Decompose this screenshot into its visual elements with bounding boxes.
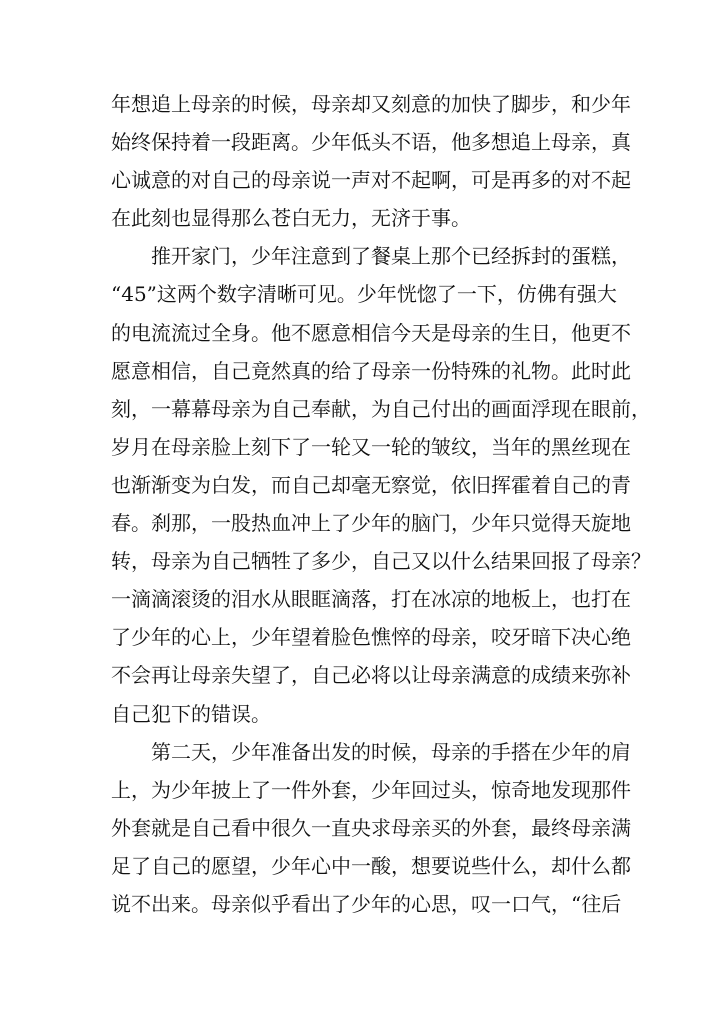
text-line: 始终保持着一段距离。少年低头不语，他多想追上母亲，真: [111, 130, 631, 155]
text-line: 足了自己的愿望，少年心中一酸，想要说些什么，却什么都: [111, 853, 631, 878]
body-text: [111, 85, 651, 923]
text-line: 第二天，少年准备出发的时候，母亲的手搭在少年的肩: [151, 739, 631, 764]
text-line: 年想追上母亲的时候，母亲却又刻意的加快了脚步，和少年: [111, 92, 631, 116]
text-line: 刻，一幕幕母亲为自己奉献，为自己付出的画面浮现在眼前，: [111, 396, 651, 421]
paragraph-2: [111, 237, 651, 732]
text-line: 自己犯下的错误。: [111, 701, 271, 726]
text-line: 一滴滴滚烫的泪水从眼眶滴落，打在冰凉的地板上，也打在: [111, 587, 631, 612]
text-line: 推开家门，少年注意到了餐桌上那个已经拆封的蛋糕，: [151, 244, 631, 269]
text-line: 了少年的心上，少年望着脸色憔悴的母亲，咬牙暗下决心绝: [111, 625, 631, 650]
text-line: 不会再让母亲失望了，自己必将以让母亲满意的成绩来弥补: [111, 663, 631, 688]
text-line: 转，母亲为自己牺牲了多少，自己又以什么结果回报了母亲？: [111, 549, 651, 574]
text-line: 心诚意的对自己的母亲说一声对不起啊，可是再多的对不起: [111, 168, 631, 193]
text-line: “45”这两个数字清晰可见。少年恍惚了一下，仿佛有强大: [111, 282, 617, 307]
text-line: 说不出来。母亲似乎看出了少年的心思，叹一口气，“往后: [111, 891, 622, 916]
text-line: 上，为少年披上了一件外套，少年回过头，惊奇地发现那件: [111, 777, 631, 802]
text-line: 在此刻也显得那么苍白无力，无济于事。: [111, 206, 471, 231]
text-line: 也渐渐变为白发，而自己却毫无察觉，依旧挥霍着自己的青: [111, 472, 631, 497]
text-line: 岁月在母亲脸上刻下了一轮又一轮的皱纹，当年的黑丝现在: [111, 434, 631, 459]
text-line: 愿意相信，自己竟然真的给了母亲一份特殊的礼物。此时此: [111, 358, 631, 383]
text-line: 外套就是自己看中很久一直央求母亲买的外套，最终母亲满: [111, 815, 631, 840]
text-line: 的电流流过全身。他不愿意相信今天是母亲的生日，他更不: [111, 320, 631, 345]
text-line: 春。刹那，一股热血冲上了少年的脑门，少年只觉得天旋地: [111, 511, 631, 536]
paragraph-1: [111, 85, 631, 237]
paragraph-3: [111, 733, 631, 923]
